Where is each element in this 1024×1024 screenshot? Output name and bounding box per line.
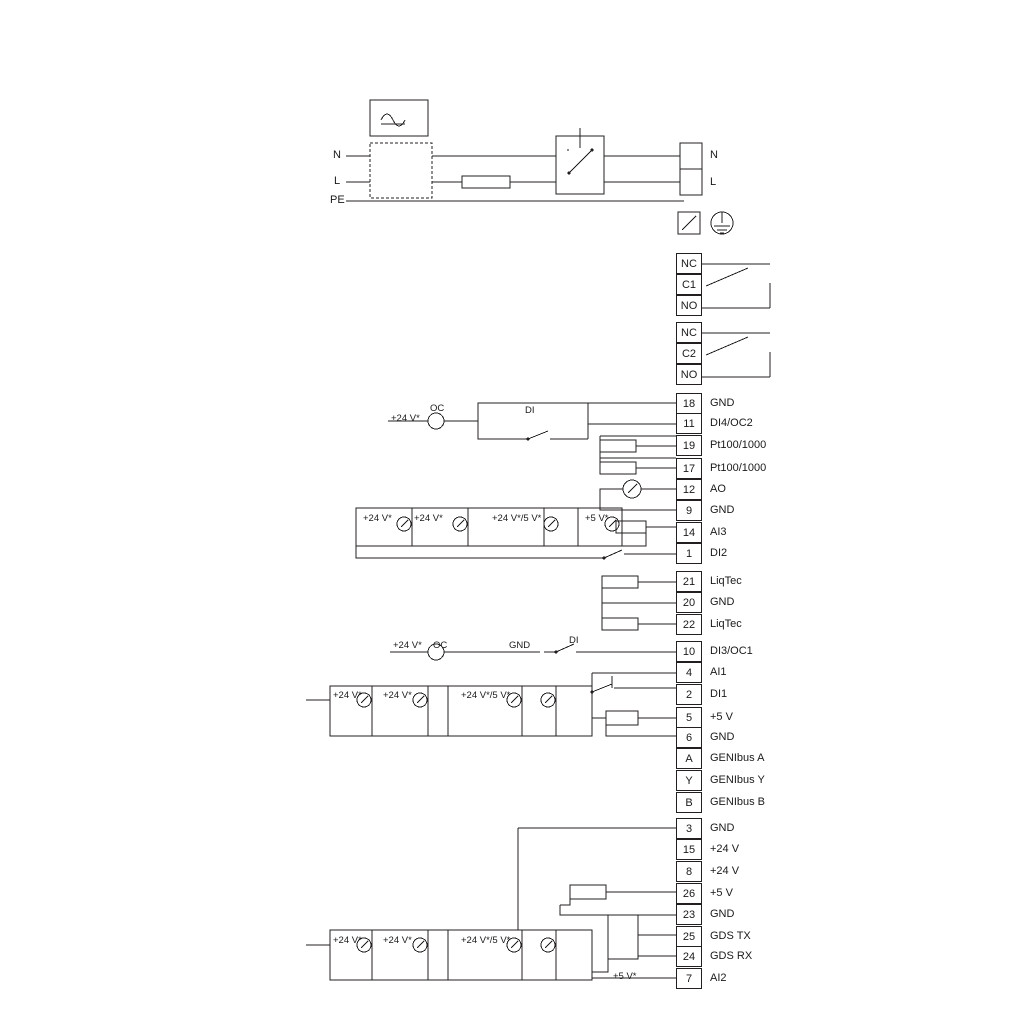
terminal-label-1: DI2 xyxy=(710,547,728,559)
terminal-label-20: GND xyxy=(710,596,735,608)
terminal-box-12: 12 xyxy=(676,479,702,500)
annotation-a5: +24 V* xyxy=(414,513,443,524)
terminal-box-15: 15 xyxy=(676,839,702,860)
terminal-label-6: GND xyxy=(710,731,735,743)
terminal-box-23: 23 xyxy=(676,904,702,925)
terminal-label-10: DI3/OC1 xyxy=(710,645,753,657)
terminal-box-14: 14 xyxy=(676,522,702,543)
terminal-label-14: AI3 xyxy=(710,526,727,538)
annotation-a18: +5 V* xyxy=(613,971,637,982)
output-l-label: L xyxy=(710,176,717,188)
terminal-label-2: DI1 xyxy=(710,688,728,700)
annotation-a9: OC xyxy=(433,640,448,651)
annotation-a8: +24 V* xyxy=(393,640,422,651)
terminal-label-18: GND xyxy=(710,397,735,409)
terminal-label-8: +24 V xyxy=(710,865,740,877)
annotation-a13: +24 V* xyxy=(383,690,412,701)
terminal-label-5: +5 V xyxy=(710,711,733,723)
terminal-box-19: 19 xyxy=(676,435,702,456)
relay-terminal-c2-2: C2 xyxy=(676,343,702,364)
terminal-label-19: Pt100/1000 xyxy=(710,439,767,451)
terminal-box-21: 21 xyxy=(676,571,702,592)
terminal-box-8: 8 xyxy=(676,861,702,882)
terminal-label-15: +24 V xyxy=(710,843,740,855)
relay-terminal-c1-1: C1 xyxy=(676,274,702,295)
relay-terminal-no-1: NO xyxy=(676,295,702,316)
annotation-a14: +24 V*/5 V* xyxy=(461,690,511,701)
relay-terminal-nc-2: NC xyxy=(676,322,702,343)
annotation-a6: +24 V*/5 V* xyxy=(492,513,542,524)
terminal-label-7: AI2 xyxy=(710,972,727,984)
relay-terminal-nc-1: NC xyxy=(676,253,702,274)
terminal-box-26: 26 xyxy=(676,883,702,904)
terminal-box-22: 22 xyxy=(676,614,702,635)
terminal-label-24: GDS RX xyxy=(710,950,753,962)
terminal-label-21: LiqTec xyxy=(710,575,742,587)
annotation-a10: GND xyxy=(509,640,531,651)
terminal-label-11: DI4/OC2 xyxy=(710,417,753,429)
terminal-box-5: 5 xyxy=(676,707,702,728)
terminal-box-7: 7 xyxy=(676,968,702,989)
terminal-box-Y: Y xyxy=(676,770,702,791)
annotation-a7: +5 V* xyxy=(585,513,609,524)
terminal-box-3: 3 xyxy=(676,818,702,839)
terminal-box-17: 17 xyxy=(676,458,702,479)
annotation-a12: +24 V* xyxy=(333,690,362,701)
terminal-label-3: GND xyxy=(710,822,735,834)
terminal-label-22: LiqTec xyxy=(710,618,742,630)
mains-pe-label: PE xyxy=(330,194,345,206)
terminal-label-23: GND xyxy=(710,908,735,920)
terminal-label-Y: GENIbus Y xyxy=(710,774,765,786)
annotation-a3: DI xyxy=(525,405,535,416)
terminal-box-18: 18 xyxy=(676,393,702,414)
terminal-box-2: 2 xyxy=(676,684,702,705)
annotation-a2: OC xyxy=(430,403,445,414)
terminal-label-26: +5 V xyxy=(710,887,733,899)
terminal-box-11: 11 xyxy=(676,413,702,434)
terminal-box-6: 6 xyxy=(676,727,702,748)
terminal-label-4: AI1 xyxy=(710,666,727,678)
output-n-label: N xyxy=(710,149,718,161)
terminal-box-20: 20 xyxy=(676,592,702,613)
terminal-label-B: GENIbus B xyxy=(710,796,766,808)
terminal-box-4: 4 xyxy=(676,662,702,683)
terminal-label-17: Pt100/1000 xyxy=(710,462,767,474)
terminal-label-9: GND xyxy=(710,504,735,516)
annotation-a15: +24 V* xyxy=(333,935,362,946)
annotation-a17: +24 V*/5 V* xyxy=(461,935,511,946)
terminal-label-A: GENIbus A xyxy=(710,752,765,764)
terminal-box-10: 10 xyxy=(676,641,702,662)
relay-terminal-no-2: NO xyxy=(676,364,702,385)
annotation-a16: +24 V* xyxy=(383,935,412,946)
terminal-box-9: 9 xyxy=(676,500,702,521)
annotation-a1: +24 V* xyxy=(391,413,420,424)
terminal-label-25: GDS TX xyxy=(710,930,751,942)
terminal-box-25: 25 xyxy=(676,926,702,947)
mains-l-label: L xyxy=(334,175,341,187)
terminal-label-12: AO xyxy=(710,483,726,495)
terminal-box-24: 24 xyxy=(676,946,702,967)
terminal-box-B: B xyxy=(676,792,702,813)
annotation-a11: DI xyxy=(569,635,579,646)
annotation-a4: +24 V* xyxy=(363,513,392,524)
terminal-box-1: 1 xyxy=(676,543,702,564)
terminal-box-A: A xyxy=(676,748,702,769)
mains-n-label: N xyxy=(333,149,341,161)
